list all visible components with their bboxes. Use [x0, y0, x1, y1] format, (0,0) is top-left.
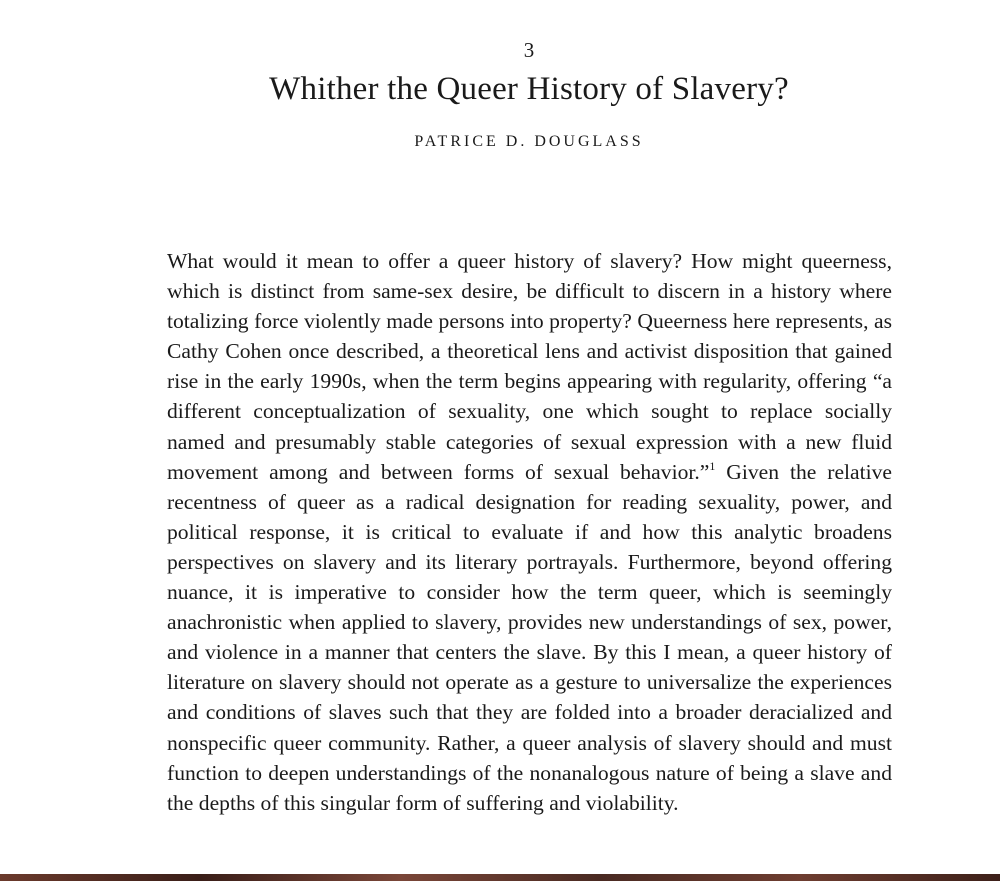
- chapter-author: PATRICE D. DOUGLASS: [414, 133, 644, 150]
- background-edge: [0, 874, 1000, 881]
- paragraph-text-part-1: What would it mean to offer a queer history of slavery? How might queerness, which is distinct from same-sex desire, be difficult to discern in a history where totalizing force violently made persons into property? Queerness here represents, as Cathy Cohen once described, a theoretical lens and activist disposition that gained rise in the early 1990s, when the term begins appearing with regularity, offering “a different conceptualization of sexuality, one which sought to replace socially named and presumably stable categories of sexual expression with a new fluid movement among and between forms of sexual behavior.”: [167, 249, 892, 484]
- body-paragraph: [167, 246, 892, 818]
- chapter-number: 3: [523, 38, 535, 62]
- footnote-marker[interactable]: 1: [709, 458, 716, 473]
- paragraph-text-part-2: Given the relative recentness of queer as a radical designation for reading sexuality, power, and political response, it is critical to evaluate if and how this analytic broadens perspectives on slavery and its literary portrayals. Furthermore, beyond offering nuance, it is imperative to consider how the term queer, which is seemingly anachronistic when applied to slavery, provides new understandings of sex, power, and violence in a manner that centers the slave. By this I mean, a queer history of literature on slavery should not operate as a gesture to universalize the experiences and conditions of slaves such that they are folded into a broader deracialized and nonspecific queer community. Rather, a queer analysis of slavery should and must function to deepen understandings of the nonanalogous nature of being a slave and the depths of this singular form of suffering and violability.: [167, 459, 892, 815]
- chapter-title: Whither the Queer History of Slavery?: [269, 71, 789, 107]
